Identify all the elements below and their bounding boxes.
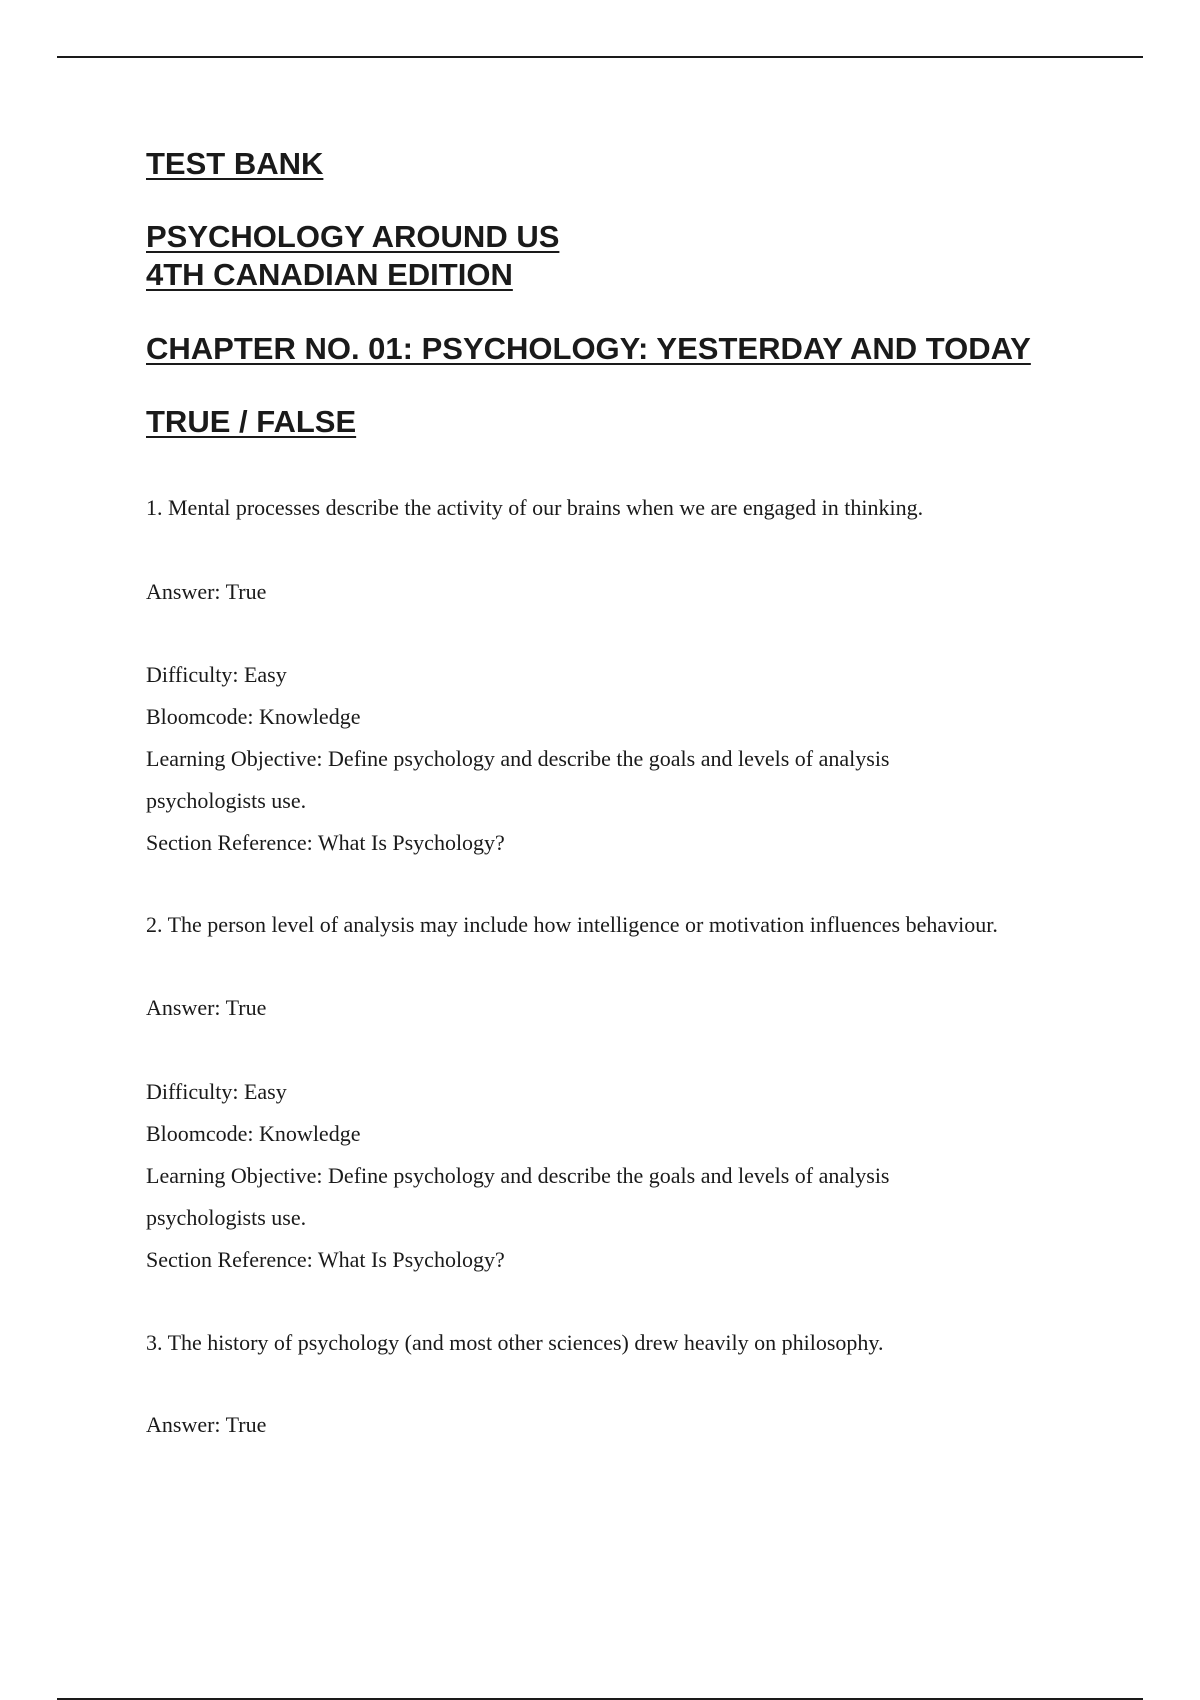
- question-1-metadata: [146, 654, 890, 864]
- edition: 4TH CANADIAN EDITION: [146, 257, 513, 292]
- question-2-metadata: [146, 1071, 890, 1281]
- question-3-answer: Answer: True: [146, 1412, 267, 1437]
- question-1-text: 1. Mental processes describe the activity of our brains when we are engaged in thinking.: [146, 495, 924, 520]
- book-title-heading: [146, 218, 559, 294]
- question-2-text: 2. The person level of analysis may include how intelligence or motivation influences behaviour.: [146, 912, 998, 937]
- book-title: PSYCHOLOGY AROUND US: [146, 219, 560, 254]
- question-3-text: 3. The history of psychology (and most other sciences) drew heavily on philosophy.: [146, 1330, 884, 1355]
- question-1-objective-line1: Learning Objective: Define psychology and describe the goals and levels of analysis: [146, 746, 890, 771]
- test-bank-heading: TEST BANK: [146, 146, 324, 181]
- section-heading: TRUE / FALSE: [146, 404, 357, 439]
- question-2-objective-line2: psychologists use.: [146, 1205, 307, 1230]
- top-rule: [57, 56, 1143, 58]
- question-2-difficulty: Difficulty: Easy: [146, 1079, 287, 1104]
- question-2-bloomcode: Bloomcode: Knowledge: [146, 1121, 361, 1146]
- question-1-answer: Answer: True: [146, 579, 267, 604]
- question-1-section-reference: Section Reference: What Is Psychology?: [146, 830, 505, 855]
- question-2-answer: Answer: True: [146, 995, 267, 1020]
- question-1-bloomcode: Bloomcode: Knowledge: [146, 704, 361, 729]
- question-1-difficulty: Difficulty: Easy: [146, 662, 287, 687]
- chapter-heading: CHAPTER NO. 01: PSYCHOLOGY: YESTERDAY AND TODAY: [146, 331, 1031, 366]
- question-2-objective-line1: Learning Objective: Define psychology and describe the goals and levels of analysis: [146, 1163, 890, 1188]
- question-2-section-reference: Section Reference: What Is Psychology?: [146, 1247, 505, 1272]
- question-1-objective-line2: psychologists use.: [146, 788, 307, 813]
